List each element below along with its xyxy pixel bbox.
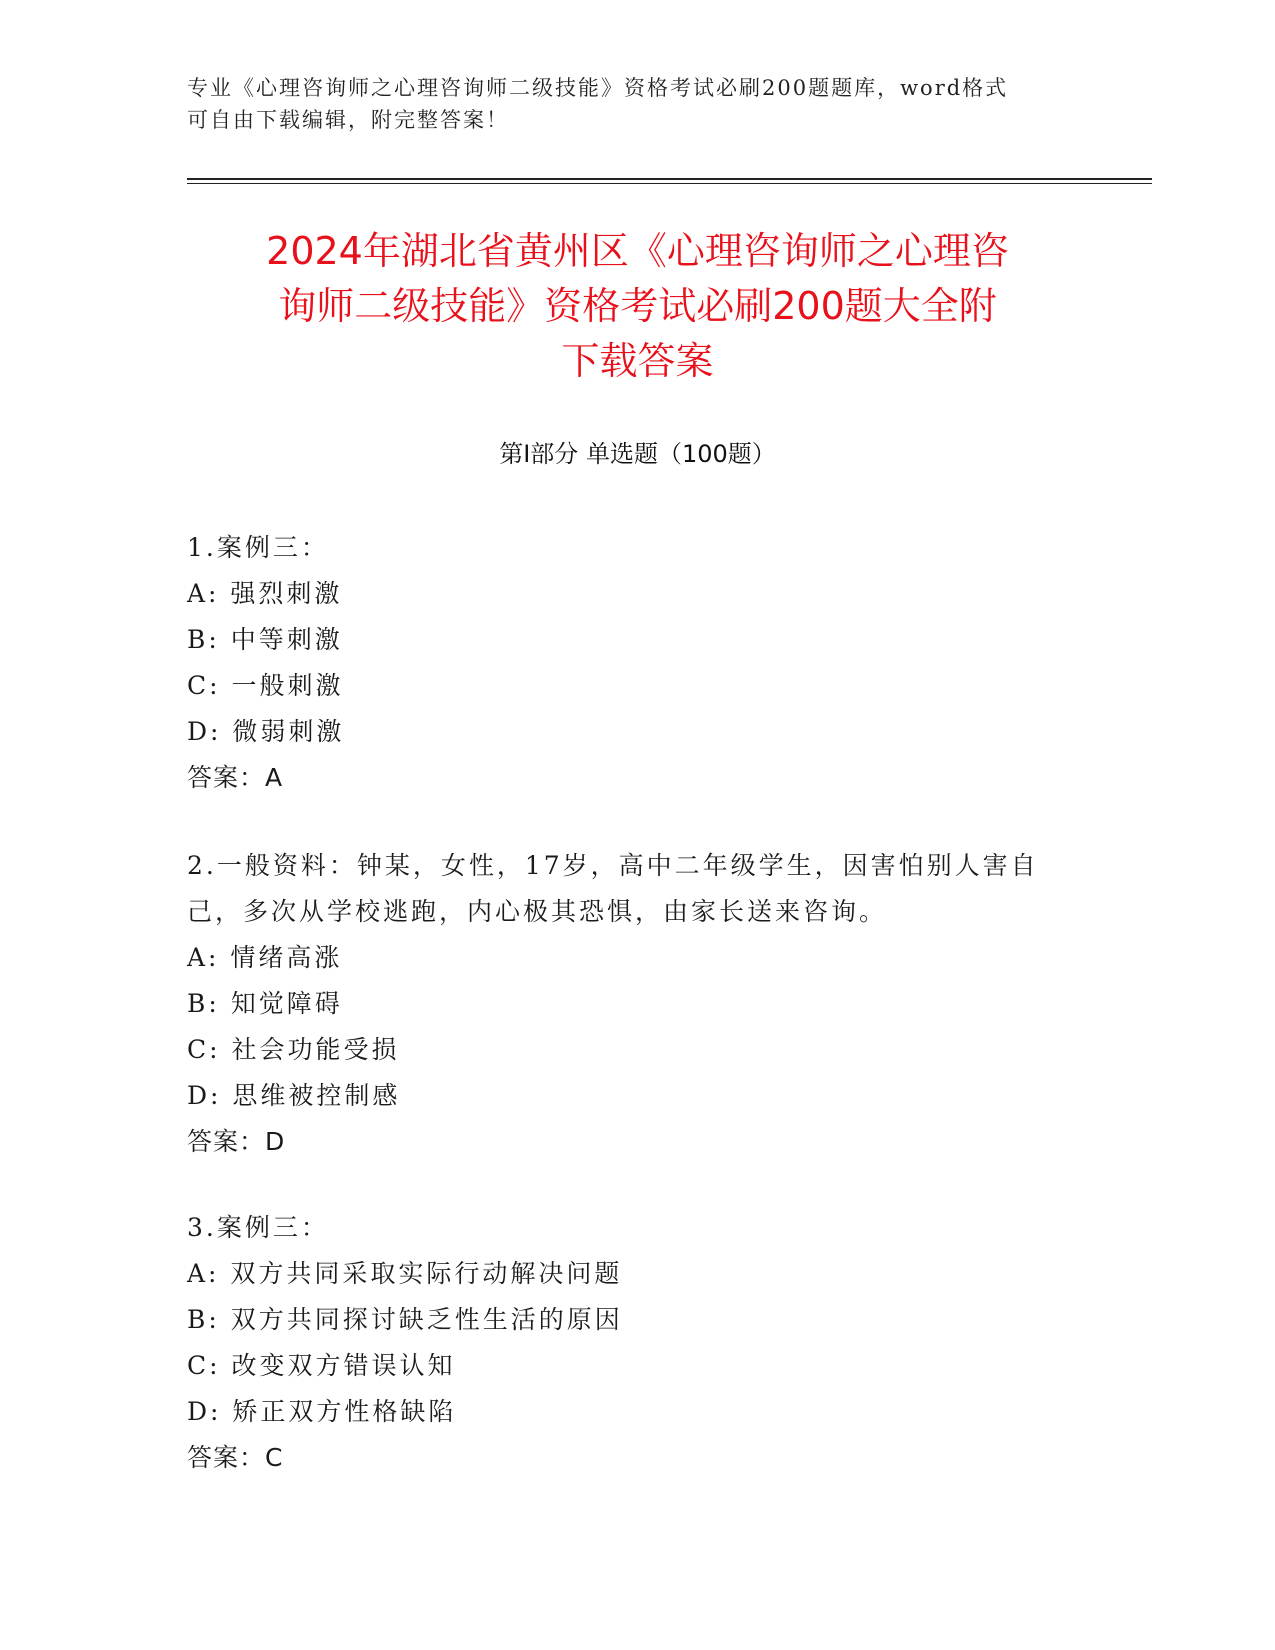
title-line-1: 2024年湖北省黄州区《心理咨询师之心理咨 [266,229,1009,273]
option-a: A: 强烈刺激 [187,579,343,608]
option-d: D: 微弱刺激 [187,717,345,746]
header-note-line-1: 专业《心理咨询师之心理咨询师二级技能》资格考试必刷200题题库，word格式 [187,76,1009,100]
option-a: A: 双方共同采取实际行动解决问题 [187,1259,623,1288]
header-note-line-2: 可自由下载编辑，附完整答案！ [187,108,509,132]
section-title: 第Ⅰ部分 单选题（100题） [499,440,776,468]
option-c: C: 改变双方错误认知 [187,1351,456,1380]
option-c: C: 社会功能受损 [187,1035,400,1064]
document-title [150,224,1125,389]
question-stem: 2.一般资料：钟某，女性，17岁，高中二年级学生，因害怕别人害自 [187,851,1039,880]
question-2 [187,843,1067,1165]
header-divider-thin [187,183,1152,184]
header-divider-thick [187,178,1152,180]
title-line-3: 下载答案 [561,339,714,383]
question-stem: 3.案例三： [187,1213,329,1242]
question-3 [187,1205,1067,1481]
title-line-2: 询师二级技能》资格考试必刷200题大全附 [278,284,997,328]
option-b: B: 双方共同探讨缺乏性生活的原因 [187,1305,623,1334]
answer: 答案：A [187,763,284,792]
question-1 [187,525,1067,801]
option-a: A: 情绪高涨 [187,943,343,972]
answer: 答案：C [187,1443,284,1472]
option-b: B: 中等刺激 [187,625,343,654]
option-d: D: 思维被控制感 [187,1081,401,1110]
question-stem: 1.案例三： [187,533,329,562]
header-note [187,72,1067,136]
option-b: B: 知觉障碍 [187,989,343,1018]
option-c: C: 一般刺激 [187,671,344,700]
answer: 答案：D [187,1127,286,1156]
question-stem-continued: 己，多次从学校逃跑，内心极其恐惧，由家长送来咨询。 [187,897,888,926]
option-d: D: 矫正双方性格缺陷 [187,1397,457,1426]
